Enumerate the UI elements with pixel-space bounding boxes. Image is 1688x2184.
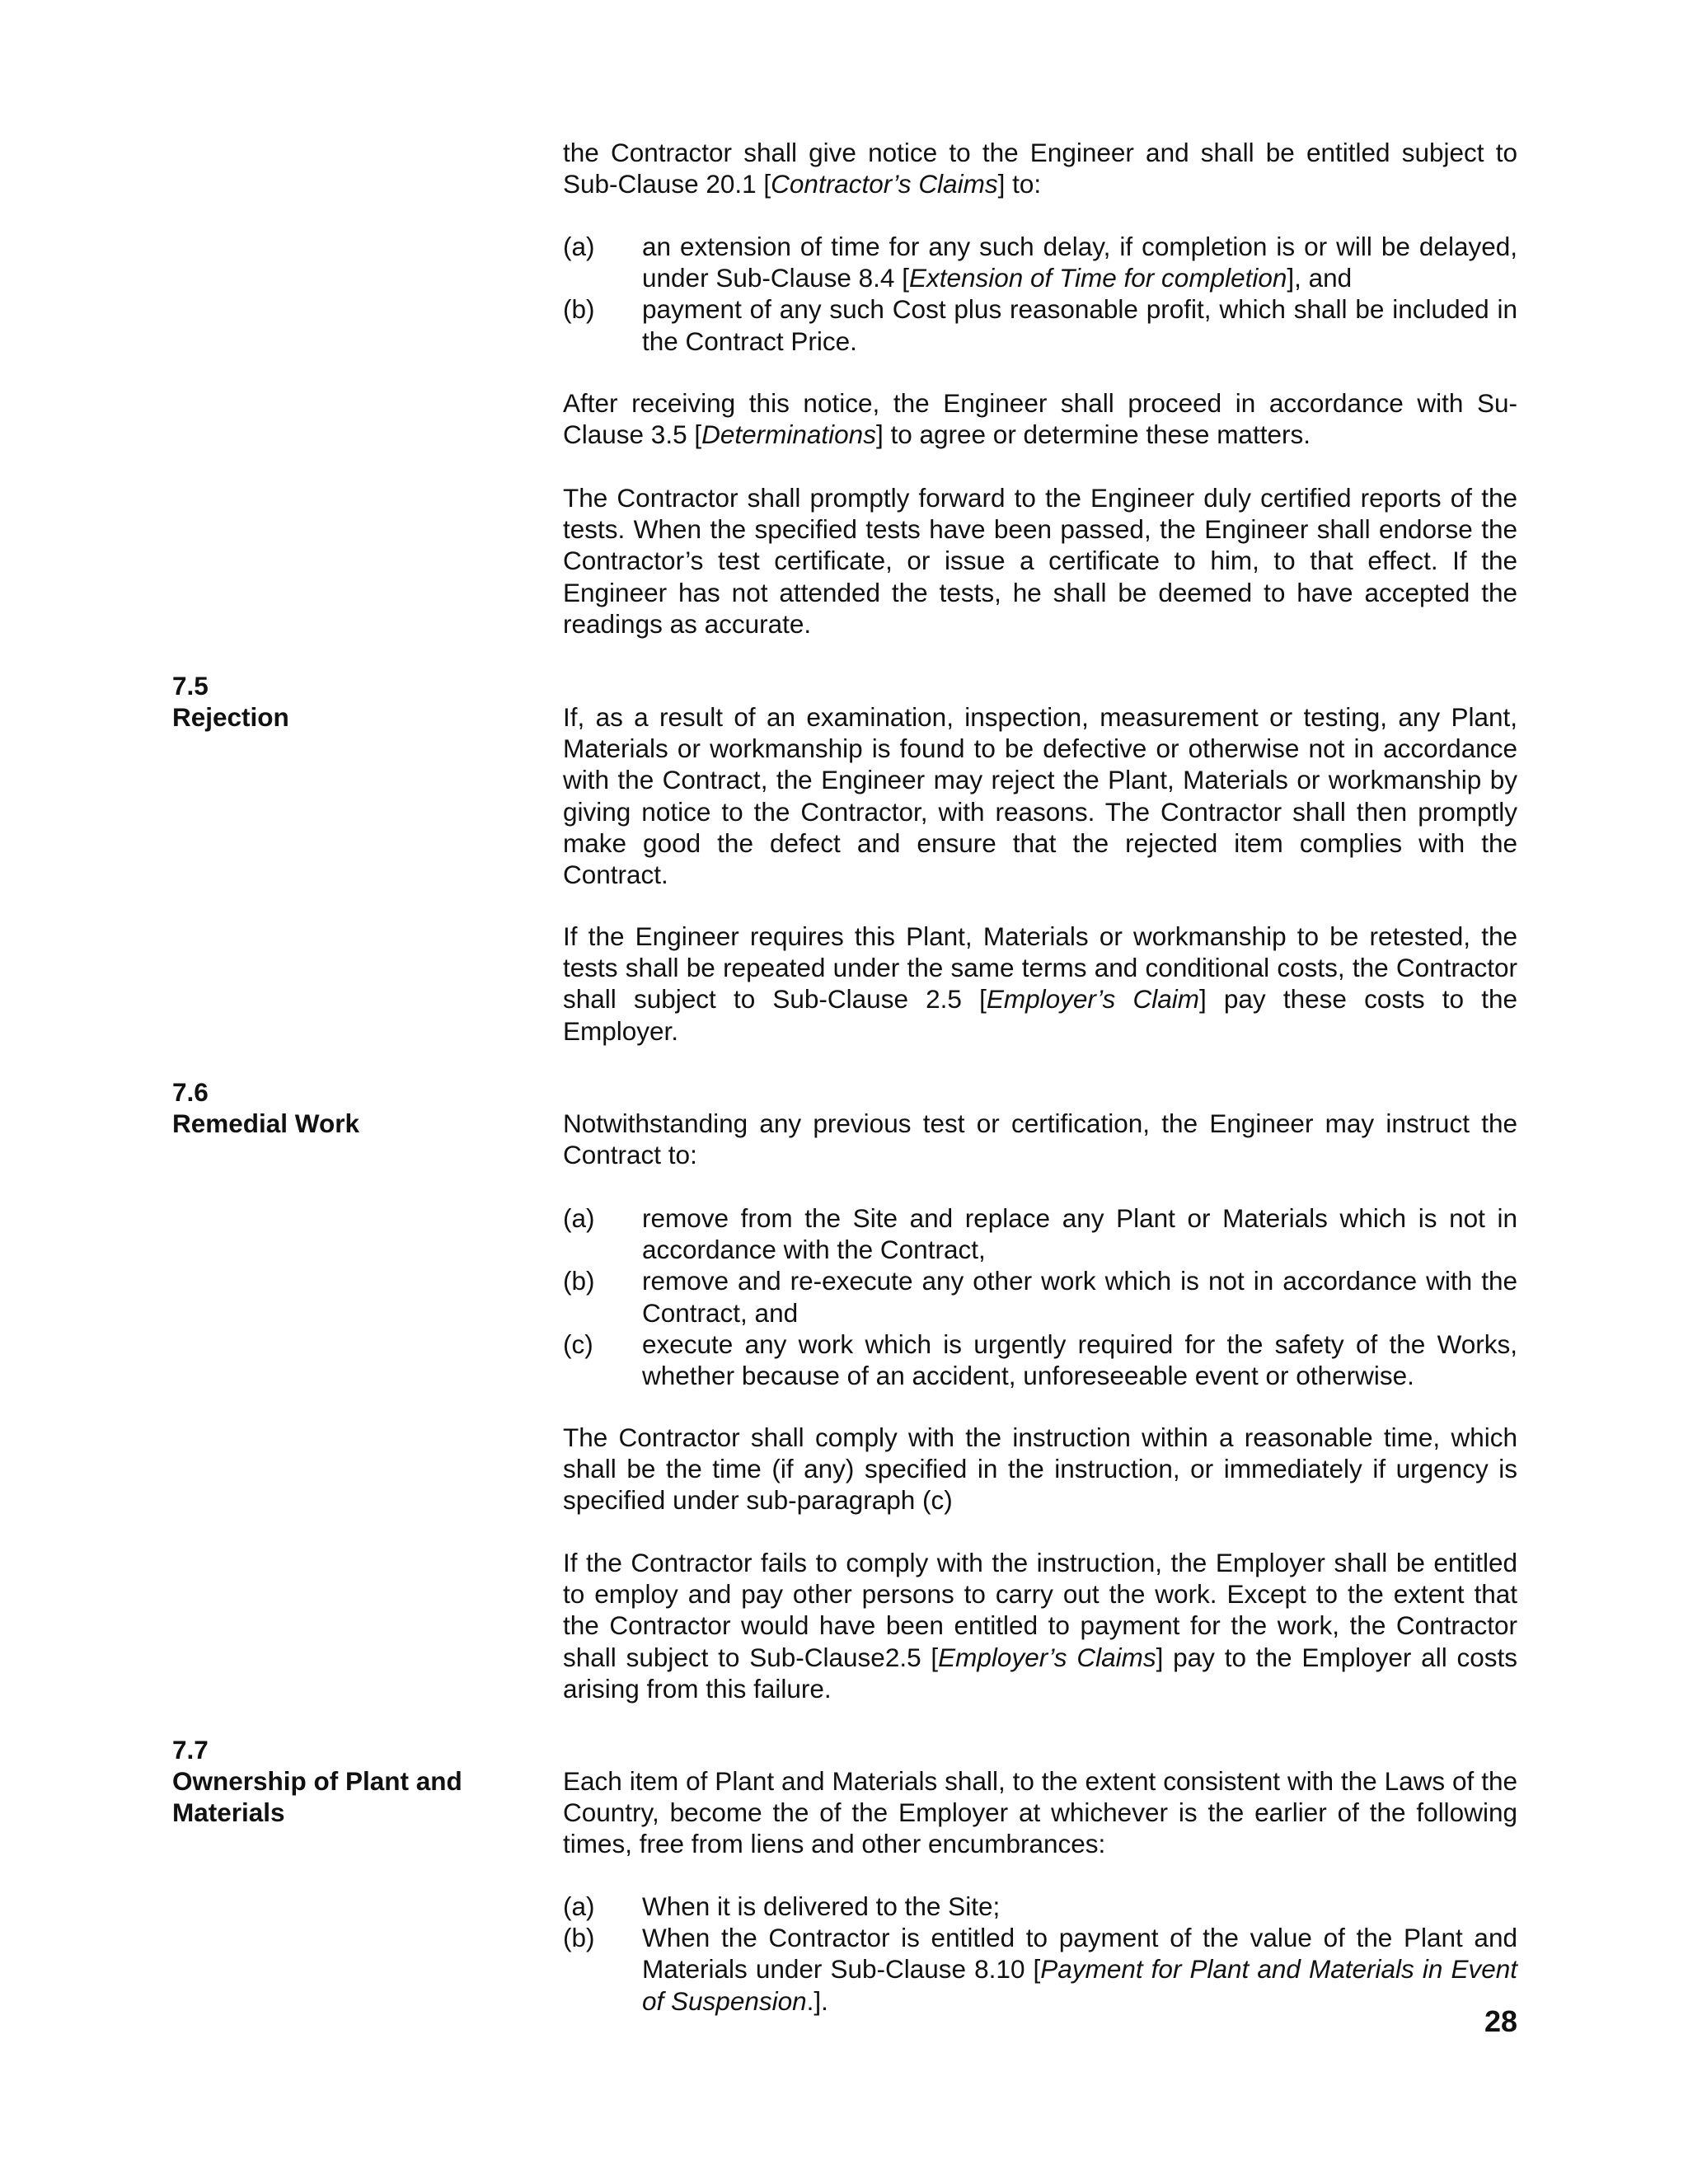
rejection-paragraph-2: If the Engineer requires this Plant, Materials or workmanship to be retested, the tests shall be repeated under the same terms and conditional costs, the Contractor shall subject to Sub-Clause 2.5 [Employer’s Claim] pay these costs to the Employer.	[563, 921, 1517, 1046]
intro-paragraph-2: After receiving this notice, the Engineer shall proceed in accordance with Su-Clause 3.5 [Determinations] to agree or determine these matters.	[563, 388, 1517, 450]
section-number-7-6: 7.6	[172, 1077, 209, 1107]
section-title-remedial-work: Remedial Work	[172, 1108, 359, 1138]
section-number-7-5: 7.5	[172, 671, 209, 701]
list-item: (c) execute any work which is urgently required for the safety of the Works, whether because of an accident, unforeseeable event or otherwise.	[563, 1329, 1517, 1391]
intro-list	[563, 231, 1517, 357]
list-item: (b) payment of any such Cost plus reasonable profit, which shall be included in the Contract Price.	[563, 294, 1517, 356]
section-number-7-7: 7.7	[172, 1735, 209, 1765]
remedial-paragraph-3: If the Contractor fails to comply with the instruction, the Employer shall be entitled to employ and pay other persons to carry out the work. Except to the extent that the Contractor would have been entitled to payment for the work, the Contractor shall subject to Sub-Clause2.5 [Employer’s Claims] pay to the Employer all costs arising from this failure.	[563, 1548, 1517, 1704]
section-title-ownership: Ownership of Plant and Materials	[172, 1766, 462, 1828]
remedial-list	[563, 1202, 1517, 1391]
list-item: (a) When it is delivered to the Site;	[563, 1891, 1001, 1921]
list-item: (a) an extension of time for any such delay, if completion is or will be delayed, under Sub-Clause 8.4 [Extension of Time for completion], and	[563, 232, 1517, 293]
list-item: (b) remove and re-execute any other work which is not in accordance with the Contract, and	[563, 1266, 1517, 1328]
remedial-paragraph-1: Notwithstanding any previous test or certification, the Engineer may instruct the Contract to:	[563, 1108, 1517, 1170]
intro-paragraph-1: the Contractor shall give notice to the Engineer and shall be entitled subject to Sub-Clause 20.1 [Contractor’s Claims] to:	[563, 138, 1517, 199]
section-title-rejection: Rejection	[172, 702, 289, 732]
list-item: (b) When the Contractor is entitled to payment of the value of the Plant and Materials under Sub-Clause 8.10 [Payment for Plant and Materials in Event of Suspension.].	[563, 1923, 1517, 2016]
rejection-paragraph-1: If, as a result of an examination, inspection, measurement or testing, any Plant, Materials or workmanship is found to be defective or otherwise not in accordance with the Contract, the Engineer may reject the Plant, Materials or workmanship by giving notice to the Contractor, with reasons. The Contractor shall then promptly make good the defect and ensure that the rejected item complies with the Contract.	[563, 702, 1517, 890]
ownership-paragraph-1: Each item of Plant and Materials shall, to the extent consistent with the Laws of the Country, become the of the Employer at whichever is the earlier of the following times, free from liens and other encumbrances:	[563, 1766, 1517, 1859]
list-item: (a) remove from the Site and replace any Plant or Materials which is not in accordance with the Contract,	[563, 1203, 1517, 1265]
remedial-paragraph-2: The Contractor shall comply with the instruction within a reasonable time, which shall be the time (if any) specified in the instruction, or immediately if urgency is specified under sub-paragraph (c)	[563, 1422, 1517, 1516]
page-number: 28	[1484, 2004, 1517, 2038]
intro-paragraph-3: The Contractor shall promptly forward to the Engineer duly certified reports of the tests. When the specified tests have been passed, the Engineer shall endorse the Contractor’s test certificate, or issue a certificate to him, to that effect. If the Engineer has not attended the tests, he shall be deemed to have accepted the readings as accurate.	[563, 483, 1517, 639]
ownership-list	[563, 1891, 1517, 2017]
